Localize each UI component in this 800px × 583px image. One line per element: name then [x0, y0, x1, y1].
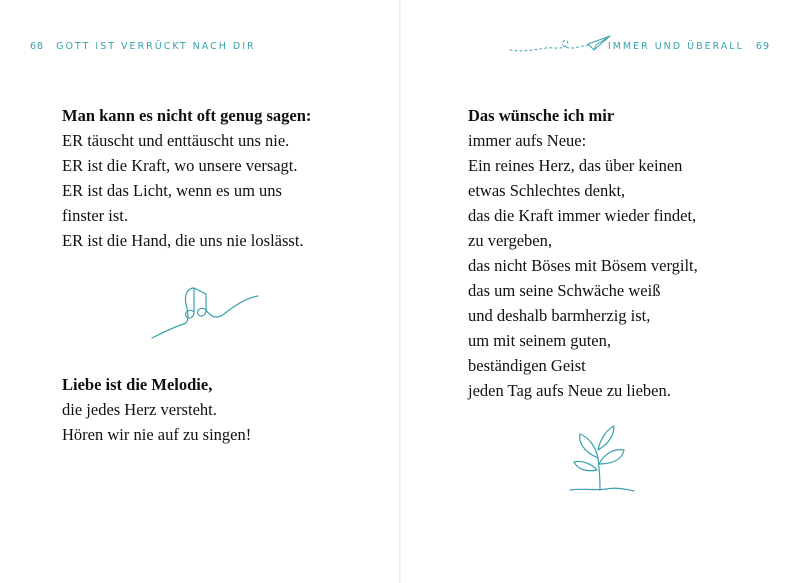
verse-line: das die Kraft immer wieder findet,	[468, 206, 697, 225]
verse-line: ER ist die Kraft, wo unsere versagt.	[62, 156, 298, 175]
verse-heading: Man kann es nicht oft genug sagen:	[62, 106, 312, 125]
verse-line: um mit seinem guten,	[468, 331, 611, 350]
left-page-number: 68	[30, 41, 45, 52]
paper-plane-icon	[508, 30, 612, 58]
left-verse-2	[62, 372, 251, 447]
verse-line: jeden Tag aufs Neue zu lieben.	[468, 381, 671, 400]
right-page-number: 69	[755, 41, 770, 52]
verse-line: Hören wir nie auf zu singen!	[62, 425, 252, 444]
left-verse-1	[62, 103, 311, 253]
verse-line: finster ist.	[62, 206, 128, 225]
right-running-title: IMMER UND ÜBERALL	[607, 41, 744, 52]
verse-line: und deshalb barmherzig ist,	[468, 306, 651, 325]
verse-heading: Liebe ist die Melodie,	[62, 375, 213, 394]
verse-line: ER täuscht und enttäuscht uns nie.	[62, 131, 290, 150]
book-gutter	[399, 0, 401, 583]
sprouting-plant-icon	[566, 420, 638, 496]
left-page-header	[30, 41, 256, 52]
verse-line: ER ist die Hand, die uns nie loslässt.	[62, 231, 304, 250]
verse-line: das nicht Böses mit Bösem vergilt,	[468, 256, 698, 275]
verse-line: die jedes Herz versteht.	[62, 400, 217, 419]
verse-line: das um seine Schwäche weiß	[468, 281, 661, 300]
right-page-header	[608, 41, 770, 52]
verse-line: ER ist das Licht, wenn es um uns	[62, 181, 282, 200]
music-note-icon	[150, 282, 262, 344]
verse-line: Ein reines Herz, das über keinen	[468, 156, 683, 175]
right-verse	[468, 103, 698, 403]
left-running-title: GOTT IST VERRÜCKT NACH DIR	[56, 41, 256, 52]
verse-line: beständigen Geist	[468, 356, 586, 375]
verse-line: etwas Schlechtes denkt,	[468, 181, 626, 200]
verse-line: zu vergeben,	[468, 231, 552, 250]
verse-heading: Das wünsche ich mir	[468, 106, 615, 125]
verse-line: immer aufs Neue:	[468, 131, 587, 150]
